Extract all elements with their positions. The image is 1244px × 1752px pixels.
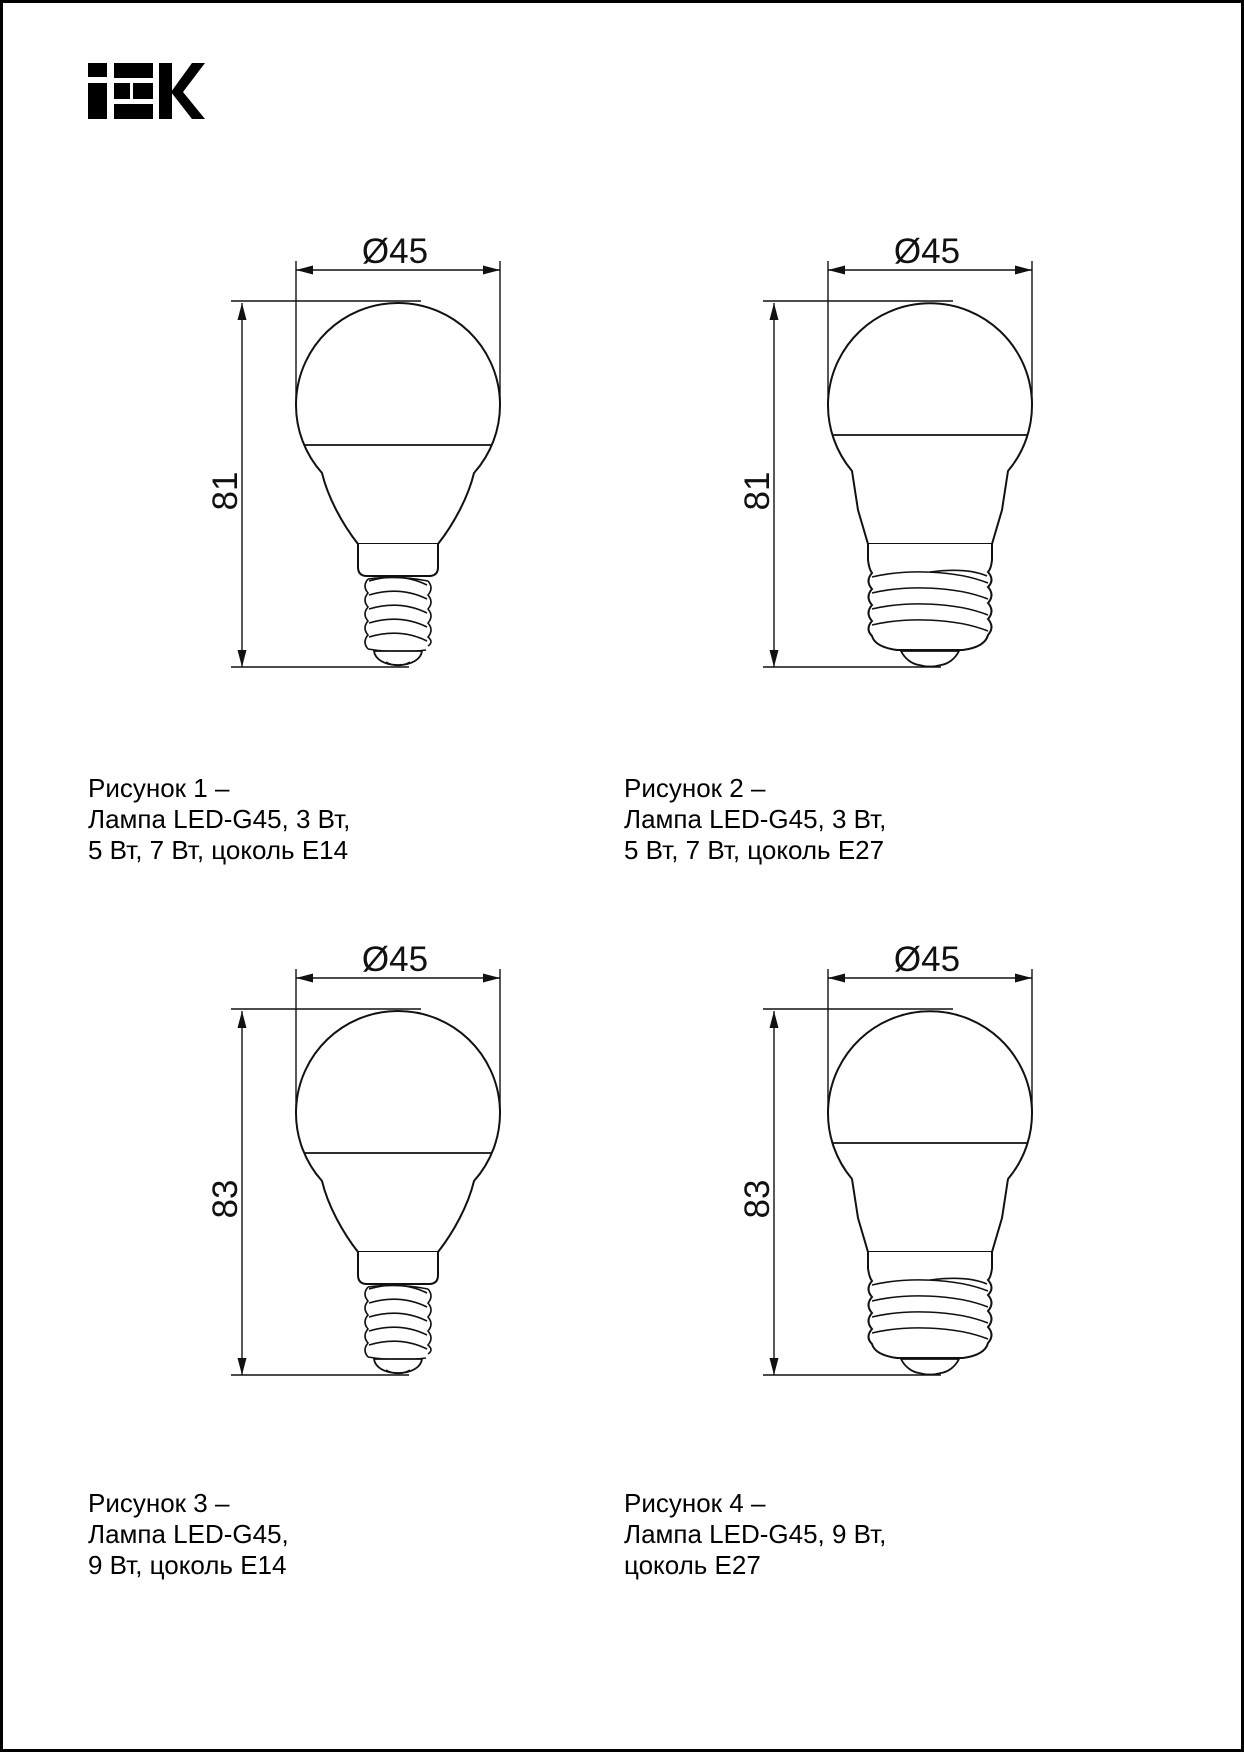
diameter-label: Ø45 <box>893 232 961 271</box>
height-label: 83 <box>738 1179 777 1219</box>
lamp-drawing-3-e14 <box>173 911 513 1381</box>
caption-line: Рисунок 1 – <box>88 773 230 803</box>
lamp-outline-ref <box>296 303 500 666</box>
caption-line: Лампа LED-G45, 9 Вт, <box>624 1519 887 1549</box>
caption-line: цоколь Е27 <box>624 1550 761 1580</box>
caption-line: Лампа LED-G45, <box>88 1519 289 1549</box>
caption-line: 5 Вт, 7 Вт, цоколь Е27 <box>624 835 885 865</box>
caption-line: Рисунок 4 – <box>624 1488 766 1518</box>
diameter-label: Ø45 <box>361 232 429 271</box>
caption-line: Лампа LED-G45, 3 Вт, <box>624 804 887 834</box>
figure-2-caption <box>624 773 886 866</box>
lamp-drawing-2-e27 <box>705 203 1045 673</box>
caption-line: 9 Вт, цоколь Е14 <box>88 1550 287 1580</box>
lamp-outline-ref <box>296 1011 500 1374</box>
logo-letter-i <box>88 63 107 119</box>
logo-letter-e <box>114 63 153 119</box>
height-label: 83 <box>206 1179 245 1219</box>
height-label: 81 <box>206 471 245 511</box>
diameter-label: Ø45 <box>361 940 429 979</box>
caption-line: Рисунок 2 – <box>624 773 766 803</box>
caption-line: Лампа LED-G45, 3 Вт, <box>88 804 351 834</box>
diameter-label: Ø45 <box>893 940 961 979</box>
figure-3-caption <box>88 1488 289 1581</box>
height-label: 81 <box>738 471 777 511</box>
lamp-outline-ref <box>828 303 1032 666</box>
lamp-drawing-1-e14 <box>173 203 513 673</box>
iek-logo <box>88 63 206 119</box>
lamp-drawing-4-e27 <box>705 911 1045 1381</box>
caption-line: Рисунок 3 – <box>88 1488 230 1518</box>
figure-1-caption <box>88 773 350 866</box>
lamp-outline-ref <box>828 1011 1032 1374</box>
logo-letter-k <box>159 63 205 119</box>
caption-line: 5 Вт, 7 Вт, цоколь Е14 <box>88 835 349 865</box>
figure-4-caption <box>624 1488 886 1581</box>
